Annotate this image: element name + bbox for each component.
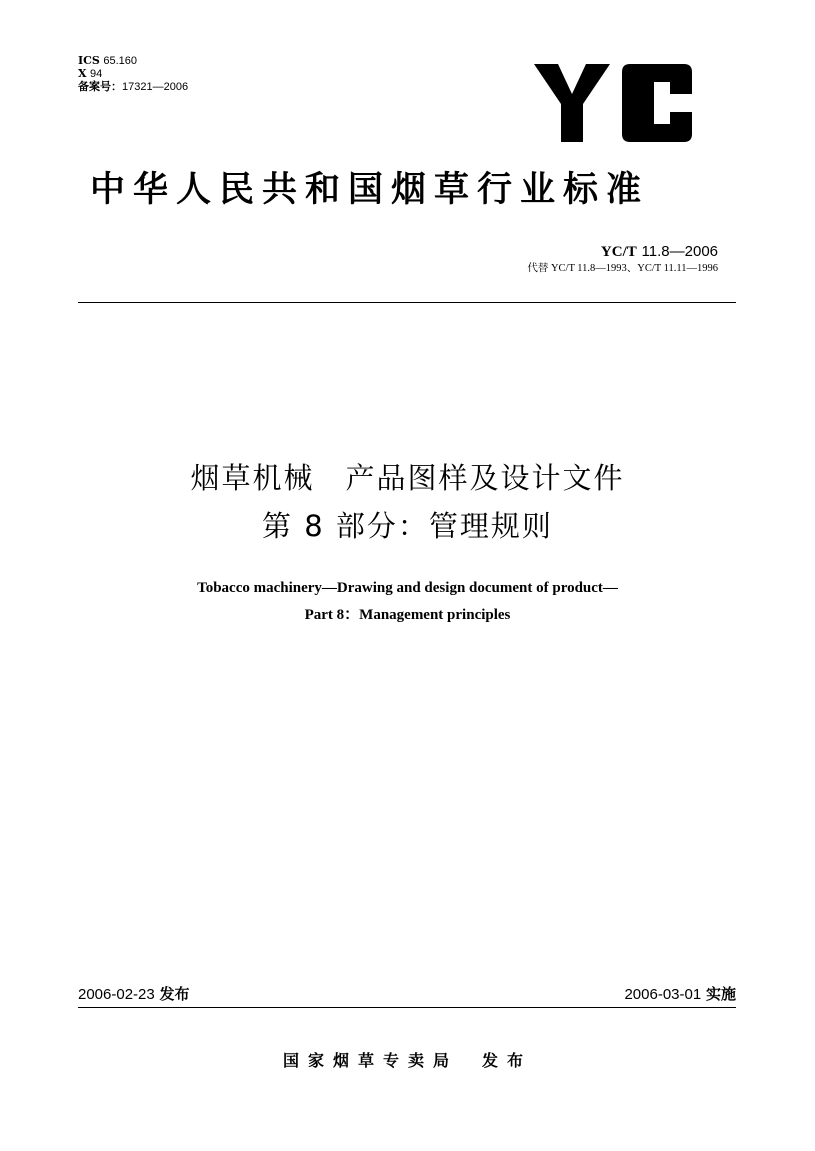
filing-value: 17321—2006 xyxy=(122,81,189,93)
ics-line xyxy=(78,54,137,68)
filing-label: 备案号： xyxy=(78,80,122,93)
issuer xyxy=(0,1048,815,1071)
issue-date-value: 2006-02-23 xyxy=(78,986,155,1003)
footer-divider xyxy=(78,1007,736,1008)
english-title-line2: Part 8：Management principles xyxy=(304,607,511,623)
issuer-action: 发布 xyxy=(482,1051,533,1070)
effective-date xyxy=(624,985,736,1004)
header-divider xyxy=(78,302,736,303)
ics-label: ICS xyxy=(78,54,100,67)
standard-code: YC/T xyxy=(600,244,637,260)
issuer-name: 国家烟草专卖局 xyxy=(282,1051,458,1070)
replaces-note: 代替 YC/T 11.8—1993、YC/T 11.11—1996 xyxy=(527,263,718,274)
effective-label: 实施 xyxy=(705,985,736,1003)
document-title-line2: 第 8 部分：管理规则 xyxy=(262,509,553,543)
classification-label: X xyxy=(78,67,87,80)
yc-logo xyxy=(534,64,692,142)
issue-date xyxy=(78,985,190,1004)
english-title-line1: Tobacco machinery—Drawing and design document of product— xyxy=(197,580,618,596)
standard-title: 中华人民共和国烟草行业标准 xyxy=(90,170,650,210)
standard-number xyxy=(601,242,718,261)
filing-line xyxy=(78,80,188,94)
issue-label: 发布 xyxy=(159,985,190,1003)
classification-line xyxy=(78,67,102,81)
ics-value: 65.160 xyxy=(103,55,138,67)
classification-value: 94 xyxy=(90,68,103,80)
standard-number-value: 11.8—2006 xyxy=(641,243,718,260)
effective-date-value: 2006-03-01 xyxy=(624,986,702,1003)
document-title-line1: 烟草机械 产品图样及设计文件 xyxy=(190,461,625,495)
